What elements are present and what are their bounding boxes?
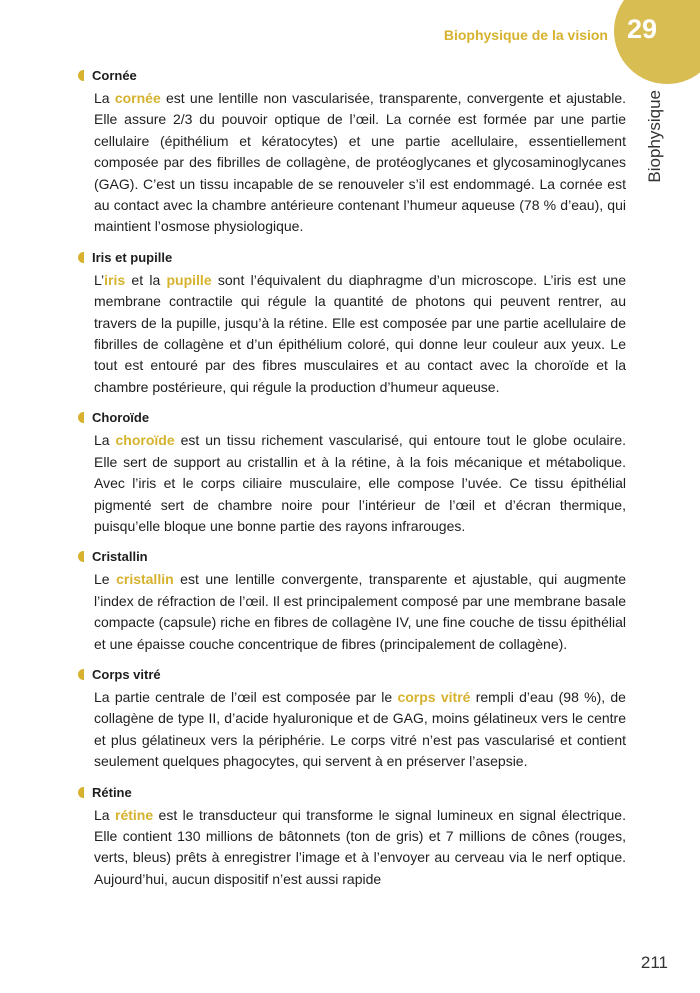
section-paragraph bbox=[94, 430, 626, 537]
half-circle-bullet-icon bbox=[78, 669, 84, 680]
section-choroide bbox=[78, 410, 626, 537]
section-heading bbox=[78, 68, 626, 83]
paragraph-text: La bbox=[94, 806, 115, 823]
half-circle-bullet-icon bbox=[78, 412, 84, 423]
paragraph-text: sont l’équivalent du diaphragme d’un microscope. L’iris est une membrane contractile qui régule la quantité de photons qui peuvent rentrer, au travers de la pupille, jusqu’à la rétine. Elle est composée par une partie acellulaire de fibrilles de collagène et d’un épithélium coloré, qui donne leur couleur aux yeux. Le tout est entouré par des fibres musculaires et au contact avec la choroïde et la chambre postérieure, qui régule la production d’humeur aqueuse. bbox=[94, 271, 626, 395]
section-paragraph bbox=[94, 805, 626, 891]
section-paragraph bbox=[94, 687, 626, 773]
section-heading-text: Choroïde bbox=[92, 410, 150, 426]
paragraph-text: La partie centrale de l’œil est composée par le bbox=[94, 688, 398, 705]
section-heading bbox=[78, 410, 626, 425]
half-circle-bullet-icon bbox=[78, 70, 84, 81]
section-cornee bbox=[78, 68, 626, 238]
keyword-highlight: pupille bbox=[166, 271, 212, 288]
section-heading-text: Iris et pupille bbox=[92, 249, 173, 265]
paragraph-text: rempli d’eau (98 %), de collagène de type II, d’acide hyaluronique et de GAG, moins gélatineux vers le centre et plus gélatineux vers la périphérie. Le corps vitré n’est pas vascularisé et contient seulement quelques phagocytes, qui servent à en préserver l’asepsie. bbox=[94, 688, 626, 770]
paragraph-text: La bbox=[94, 90, 115, 106]
section-heading-text: Rétine bbox=[92, 784, 132, 800]
section-heading-text: Cornée bbox=[92, 68, 137, 83]
paragraph-text: et la bbox=[125, 271, 167, 288]
keyword-highlight: cornée bbox=[114, 90, 161, 106]
paragraph-text: est le transducteur qui transforme le signal lumineux en signal électrique. Elle contient 130 millions de bâtonnets (ton de gris) et 7 millions de cônes (rouges, verts, bleus) prêts à enregistrer l’image et à l’envoyer au cerveau via le nerf optique. Aujourd’hui, aucun dispositif n’est aussi rapide bbox=[94, 806, 626, 887]
keyword-highlight: choroïde bbox=[115, 432, 175, 449]
section-paragraph bbox=[94, 569, 626, 655]
section-heading-text: Cristallin bbox=[92, 549, 148, 565]
section-iris-pupille bbox=[78, 250, 626, 398]
side-section-label bbox=[645, 90, 665, 210]
section-paragraph bbox=[94, 270, 626, 398]
chapter-number: 29 bbox=[626, 14, 658, 44]
keyword-highlight: iris bbox=[104, 271, 126, 288]
paragraph-text: Le bbox=[94, 571, 117, 588]
paragraph-text: La bbox=[94, 432, 116, 449]
paragraph-text: est un tissu richement vascularisé, qui entoure tout le globe oculaire. Elle sert de support au cristallin et à la rétine, à la fois mécanique et métabolique. Avec l’iris et le corps ciliaire musculaire, elle compose l’uvée. Ce tissu épithélial pigmenté sert de chambre noire pour l’intérieur de l’œil et d’écran thermique, puisqu’elle bloque une bonne partie des rayons infrarouges. bbox=[94, 432, 626, 534]
section-cristallin bbox=[78, 549, 626, 655]
paragraph-text: L’ bbox=[94, 271, 105, 288]
paragraph-text: est une lentille non vascularisée, transparente, convergente et ajustable. Elle assure 2/3 du pouvoir optique de l’œil. La cornée est formée par une partie cellulaire (épithélium et kératocytes) et une partie acellulaire, essentiellement composée par des fibrilles de collagène, de protéoglycanes et glycosaminoglycanes (GAG). C’est un tissu incapable de se renouveler s’il est endommagé. La cornée est au contact avec la chambre antérieure contenant l’humeur aqueuse (78 % d’eau), qui maintient l’osmose physiologique. bbox=[94, 90, 626, 235]
section-heading-text: Corps vitré bbox=[92, 666, 161, 682]
section-heading bbox=[78, 250, 626, 265]
side-section-label-text: Biophysique bbox=[645, 90, 664, 183]
section-heading bbox=[78, 667, 626, 682]
paragraph-text: est une lentille convergente, transparente et ajustable, qui augmente l’index de réfraction de l’œil. Il est principalement composé par une membrane basale compacte (capsule) riche en fibres de collagène IV, une fine couche de tissu épithélial et une épaisse couche concentrique de fibres (principalement de collagène). bbox=[94, 571, 626, 652]
section-retine bbox=[78, 785, 626, 891]
half-circle-bullet-icon bbox=[78, 551, 84, 562]
running-header-title: Biophysique de la vision bbox=[443, 27, 608, 43]
page-number: 211 bbox=[640, 953, 668, 972]
section-heading bbox=[78, 549, 626, 564]
half-circle-bullet-icon bbox=[78, 787, 84, 798]
page-content bbox=[78, 68, 626, 902]
section-paragraph bbox=[94, 88, 626, 238]
keyword-highlight: rétine bbox=[115, 806, 154, 823]
section-heading bbox=[78, 785, 626, 800]
half-circle-bullet-icon bbox=[78, 252, 84, 263]
keyword-highlight: cristallin bbox=[116, 571, 174, 588]
keyword-highlight: corps vitré bbox=[397, 688, 471, 705]
section-corps-vitre bbox=[78, 667, 626, 773]
